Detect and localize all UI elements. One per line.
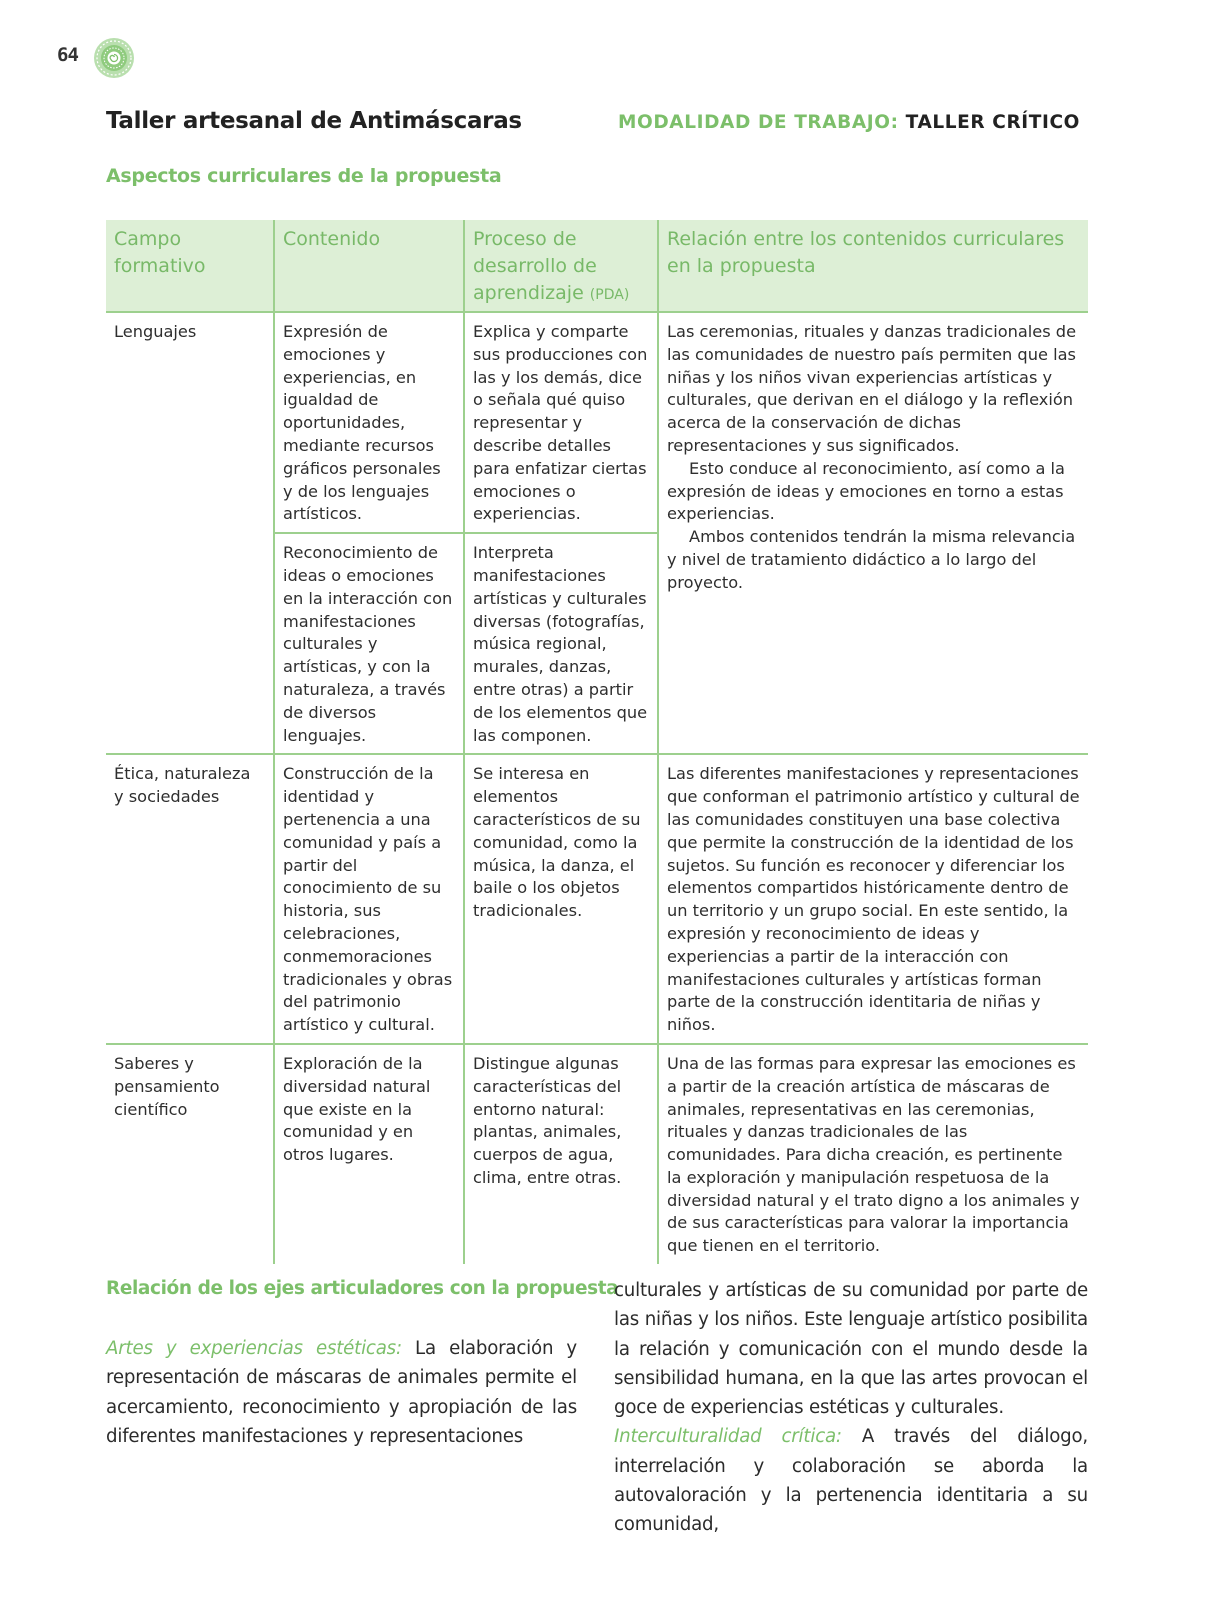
cell-relacion	[658, 312, 1088, 754]
ejes-artes-text-continued: culturales y artísticas de su comunidad por parte de las niñas y los niños. Este lenguaje artístico posibilita la relación y comunicación con el mundo desde la sensibilidad humana, en la que las artes provocan el goce de experiencias estéticas y culturales.	[614, 1280, 1088, 1419]
document-title: Taller artesanal de Antimáscaras	[106, 108, 522, 134]
cell-pda: Interpreta manifestaciones artísticas y culturales diversas (fotografías, música regional, murales, danzas, entre otras) a partir de los elementos que las componen.	[464, 533, 658, 754]
cell-relacion	[658, 1044, 1088, 1264]
cell-relacion	[658, 754, 1088, 1044]
header-campo-formativo: Campo formativo	[106, 220, 274, 312]
cell-contenido: Expresión de emociones y experiencias, en igualdad de oportunidades, mediante recursos gráficos personales y de los lenguajes artísticos.	[274, 312, 464, 533]
cell-campo: Lenguajes	[106, 312, 274, 754]
cell-contenido: Construcción de la identidad y pertenencia a una comunidad y país a partir del conocimiento de su historia, sus celebraciones, conmemoraciones tradicionales y obras del patrimonio artístico y cultural.	[274, 754, 464, 1044]
header-relacion: Relación entre los contenidos curriculares en la propuesta	[658, 220, 1088, 312]
green-spiral-emblem-icon	[93, 37, 135, 79]
work-modality	[618, 112, 1080, 133]
cell-contenido: Exploración de la diversidad natural que existe en la comunidad y en otros lugares.	[274, 1044, 464, 1264]
table-header-row	[106, 220, 1088, 312]
cell-pda: Explica y comparte sus producciones con las y los demás, dice o señala qué quiso representar y describe detalles para enfatizar ciertas emociones o experiencias.	[464, 312, 658, 533]
modality-label: MODALIDAD DE TRABAJO:	[618, 112, 899, 133]
relacion-paragraph: Esto conduce al reconocimiento, así como a la expresión de ideas y emociones en torno a estas experiencias.	[667, 458, 1065, 524]
cell-campo: Ética, naturaleza y sociedades	[106, 754, 274, 1044]
modality-value: TALLER CRÍTICO	[905, 112, 1080, 133]
header-pda	[464, 220, 658, 312]
relacion-paragraph: Una de las formas para expresar las emociones es a partir de la creación artística de máscaras de animales, representativas en las ceremonias, rituales y danzas tradicionales de las comunidades. Para dicha creación, es pertinente la exploración y manipulación respetuosa de la diversidad natural y el trato digno a los animales y de sus características para valorar la importancia que tienen en el territorio.	[667, 1053, 1080, 1256]
cell-pda: Distingue algunas características del entorno natural: plantas, animales, cuerpos de agua, clima, entre otras.	[464, 1044, 658, 1264]
relacion-paragraph: Ambos contenidos tendrán la misma relevancia y nivel de tratamiento didáctico a lo largo del proyecto.	[667, 527, 1076, 592]
ejes-paragraph-interculturalidad	[614, 1276, 1088, 1540]
header-pda-abbr: (PDA)	[589, 287, 630, 303]
term-artes: Artes y experiencias estéticas:	[106, 1338, 402, 1359]
cell-campo: Saberes y pensamiento científico	[114, 1053, 220, 1119]
relacion-paragraph: Las diferentes manifestaciones y representaciones que conforman el patrimonio artístico y cultural de las comunidades constituyen una base colectiva que permite la construcción de la identidad de los sujetos. Su función es reconocer y diferenciar los elementos compartidos históricamente dentro de un territorio y un grupo social. En este sentido, la expresión y reconocimiento de ideas y experiencias a partir de la interacción con manifestaciones culturales y artísticas forman parte de la construcción identitaria de niñas y niños.	[667, 764, 1080, 1035]
section-heading-ejes: Relación de los ejes articuladores con la propuesta	[106, 1278, 619, 1299]
page-number: 64	[57, 44, 78, 66]
header-pda-label: Proceso de desarrollo de aprendizaje	[473, 228, 597, 304]
cell-pda: Se interesa en elementos característicos de su comunidad, como la música, la danza, el baile o los objetos tradicionales.	[464, 754, 658, 1044]
section-heading-curricular: Aspectos curriculares de la propuesta	[106, 165, 502, 187]
cell-contenido: Reconocimiento de ideas o emociones en la interacción con manifestaciones culturales y artísticas, y con la naturaleza, a través de diversos lenguajes.	[274, 533, 464, 754]
relacion-paragraph: Las ceremonias, rituales y danzas tradicionales de las comunidades de nuestro país permiten que las niñas y los niños vivan experiencias artísticas y culturales, que derivan en el diálogo y la reflexión acerca de la conservación de dichas representaciones y sus significados.	[667, 322, 1077, 455]
term-interculturalidad: Interculturalidad crítica:	[614, 1426, 842, 1448]
curricular-table	[106, 220, 1088, 1264]
table-row	[106, 1044, 1088, 1264]
ejes-artes-text: La elaboración y representación de máscaras de animales permite el acercamiento, reconocimiento y apropiación de las diferentes manifestaciones y representaciones	[106, 1338, 577, 1447]
table-row	[106, 754, 1088, 1044]
header-contenido: Contenido	[274, 220, 464, 312]
ejes-paragraph-artes	[106, 1334, 577, 1451]
table-row	[106, 312, 1088, 533]
ejes-interculturalidad-text: A través del diálogo, interrelación y colaboración se aborda la autovaloración y la pertenencia identitaria a su comunidad,	[614, 1426, 1089, 1536]
